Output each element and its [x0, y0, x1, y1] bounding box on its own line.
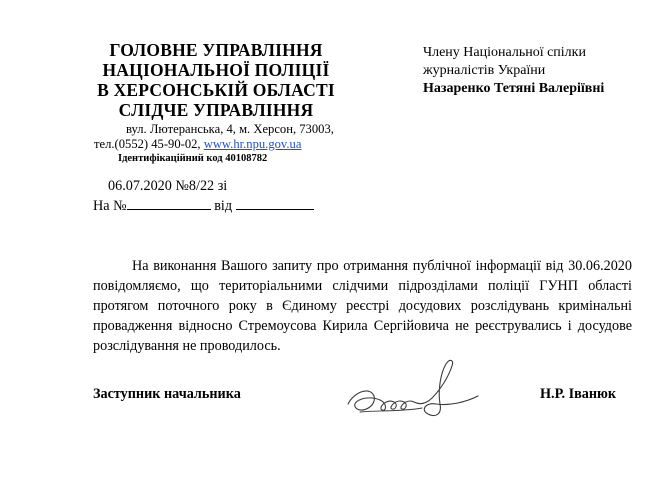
- signer-name: Н.Р. Іванюк: [540, 386, 617, 402]
- agency-header: [84, 40, 348, 120]
- incoming-date-blank: [236, 196, 314, 210]
- handwritten-signature-icon: [340, 352, 490, 424]
- incoming-date-label: від: [210, 198, 236, 214]
- incoming-number-label: На №: [93, 198, 127, 214]
- agency-contacts: [94, 122, 334, 166]
- agency-line-2: НАЦІОНАЛЬНОЇ ПОЛІЦІЇ: [102, 60, 330, 80]
- agency-website-link[interactable]: www.hr.npu.gov.ua: [203, 137, 302, 151]
- recipient-line-1: Члену Національної спілки: [423, 45, 586, 60]
- incoming-reference: [93, 196, 314, 216]
- outgoing-reference: 06.07.2020 №8/22 зі: [108, 178, 228, 194]
- agency-line-4: СЛІДЧЕ УПРАВЛІННЯ: [118, 100, 314, 120]
- agency-address: вул. Лютеранська, 4, м. Херсон, 73003,: [126, 122, 334, 136]
- agency-phone-line: [94, 137, 334, 152]
- recipient-line-2: журналістів України: [423, 63, 546, 78]
- agency-line-1: ГОЛОВНЕ УПРАВЛІННЯ: [109, 40, 323, 60]
- agency-id-code: Ідентифікаційний код 40108782: [118, 153, 268, 164]
- recipient-name: Назаренко Тетяні Валеріївні: [423, 81, 605, 96]
- letter-body: На виконання Вашого запиту про отримання публічної інформації від 30.06.2020 повідомляємо, що територіальними слідчими підрозділами поліції ГУНП області протягом поточного року в Єдиному реєстрі досудових розслідувань кримінальні провадження відносно Стремоусова Кирила Сергійовича не реєструвались і досудове розслідування не проводилось.: [93, 258, 632, 354]
- agency-line-3: В ХЕРСОНСЬКІЙ ОБЛАСТІ: [97, 80, 335, 100]
- agency-phone: тел.(0552) 45-90-02,: [94, 137, 204, 151]
- signer-title: Заступник начальника: [93, 386, 241, 402]
- incoming-number-blank: [127, 196, 211, 210]
- recipient-block: [423, 44, 643, 98]
